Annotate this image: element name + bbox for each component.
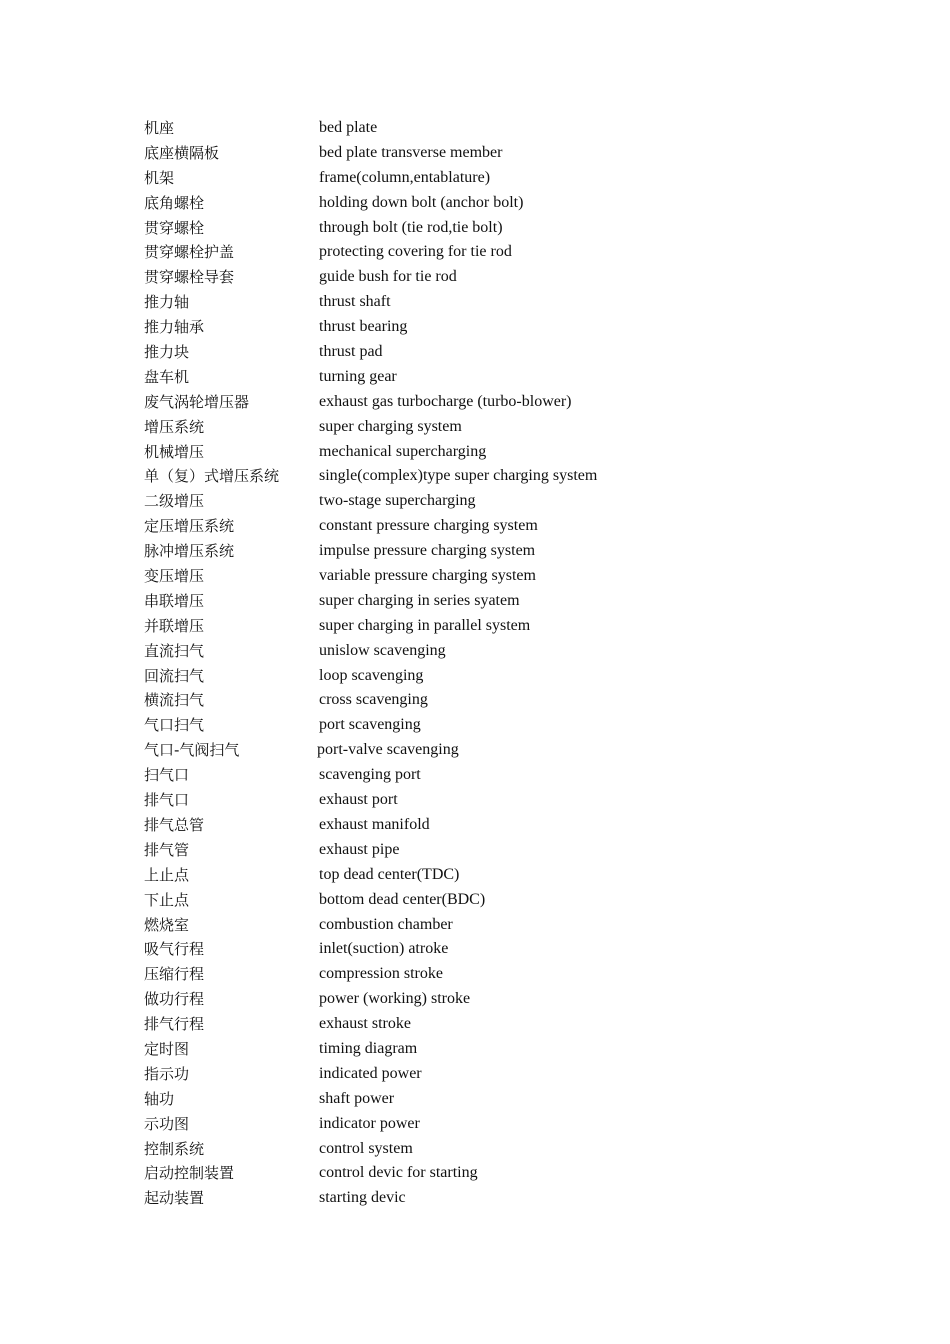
chinese-term: 上止点: [144, 865, 190, 884]
chinese-term: 串联增压: [144, 591, 205, 610]
glossary-list: [144, 116, 844, 1211]
english-term: two-stage supercharging: [319, 492, 476, 510]
chinese-term: 废气涡轮增压器: [144, 392, 250, 411]
glossary-row: [144, 390, 844, 415]
english-term: guide bush for tie rod: [319, 268, 457, 286]
glossary-row: [144, 937, 844, 962]
english-term: super charging in parallel system: [319, 616, 531, 634]
glossary-row: [144, 738, 844, 763]
english-term: top dead center(TDC): [319, 865, 460, 883]
english-term: unislow scavenging: [319, 641, 446, 659]
english-term: single(complex)type super charging system: [319, 467, 598, 485]
glossary-row: [144, 1087, 844, 1112]
chinese-term: 机械增压: [144, 442, 205, 461]
english-term: through bolt (tie rod,tie bolt): [319, 218, 503, 236]
chinese-term: 贯穿螺栓护盖: [144, 243, 235, 262]
chinese-term: 推力块: [144, 343, 190, 362]
chinese-term: 排气行程: [144, 1015, 205, 1034]
glossary-row: [144, 191, 844, 216]
chinese-term: 排气总管: [144, 815, 205, 834]
glossary-row: [144, 664, 844, 689]
english-term: thrust pad: [319, 343, 383, 361]
glossary-row: [144, 1012, 844, 1037]
glossary-row: [144, 290, 844, 315]
chinese-term: 做功行程: [144, 990, 205, 1009]
chinese-term: 直流扫气: [144, 641, 205, 660]
chinese-term: 控制系统: [144, 1139, 205, 1158]
english-term: variable pressure charging system: [319, 567, 536, 585]
glossary-row: [144, 141, 844, 166]
english-term: impulse pressure charging system: [319, 542, 536, 560]
chinese-term: 推力轴承: [144, 318, 205, 337]
glossary-row: [144, 564, 844, 589]
english-term: holding down bolt (anchor bolt): [319, 193, 524, 211]
chinese-term: 启动控制装置: [144, 1164, 235, 1183]
english-term: timing diagram: [319, 1039, 418, 1057]
glossary-row: [144, 763, 844, 788]
english-term: thrust bearing: [319, 318, 408, 336]
english-term: thrust shaft: [319, 293, 391, 311]
chinese-term: 定时图: [144, 1039, 190, 1058]
english-term: bed plate: [319, 119, 378, 136]
english-term: mechanical supercharging: [319, 442, 487, 460]
glossary-row: [144, 315, 844, 340]
chinese-term: 二级增压: [144, 492, 205, 511]
glossary-row: [144, 365, 844, 390]
english-term: exhaust pipe: [319, 840, 400, 858]
chinese-term: 压缩行程: [144, 965, 205, 984]
english-term: combustion chamber: [319, 915, 453, 933]
chinese-term: 轴功: [144, 1089, 175, 1108]
chinese-term: 并联增压: [144, 616, 205, 635]
chinese-term: 贯穿螺栓: [144, 218, 205, 237]
english-term: bed plate transverse member: [319, 143, 503, 161]
english-term: compression stroke: [319, 965, 443, 983]
english-term: starting devic: [319, 1189, 406, 1207]
chinese-term: 定压增压系统: [144, 517, 235, 536]
chinese-term: 燃烧室: [144, 915, 190, 934]
glossary-row: [144, 216, 844, 241]
chinese-term: 底角螺栓: [144, 193, 205, 212]
chinese-term: 单（复）式增压系统: [144, 467, 280, 486]
chinese-term: 增压系统: [144, 417, 205, 436]
chinese-term: 示功图: [144, 1114, 190, 1133]
glossary-row: [144, 1037, 844, 1062]
english-term: constant pressure charging system: [319, 517, 538, 535]
glossary-row: [144, 1112, 844, 1137]
glossary-row: [144, 240, 844, 265]
chinese-term: 底座横隔板: [144, 143, 220, 162]
glossary-row: [144, 788, 844, 813]
english-term: frame(column,entablature): [319, 168, 491, 186]
glossary-row: [144, 1137, 844, 1162]
english-term: exhaust port: [319, 791, 398, 809]
glossary-row: [144, 489, 844, 514]
glossary-row: [144, 1186, 844, 1211]
glossary-row: [144, 813, 844, 838]
english-term: protecting covering for tie rod: [319, 243, 512, 261]
english-term: super charging in series syatem: [319, 591, 520, 609]
chinese-term: 排气口: [144, 791, 190, 810]
chinese-term: 排气管: [144, 840, 190, 859]
glossary-row: [144, 1062, 844, 1087]
glossary-row: [144, 116, 844, 141]
english-term: super charging system: [319, 417, 462, 435]
glossary-row: [144, 539, 844, 564]
english-term: bottom dead center(BDC): [319, 890, 486, 908]
glossary-row: [144, 838, 844, 863]
chinese-term: 起动装置: [144, 1189, 205, 1208]
chinese-term: 吸气行程: [144, 940, 205, 959]
glossary-row: [144, 688, 844, 713]
glossary-row: [144, 265, 844, 290]
english-term: port scavenging: [319, 716, 421, 734]
glossary-row: [144, 340, 844, 365]
chinese-term: 盘车机: [144, 367, 190, 386]
glossary-row: [144, 962, 844, 987]
glossary-row: [144, 1161, 844, 1186]
english-term: power (working) stroke: [319, 990, 471, 1008]
english-term: exhaust stroke: [319, 1015, 411, 1033]
glossary-row: [144, 639, 844, 664]
english-term: indicated power: [319, 1064, 422, 1082]
english-term: control system: [319, 1139, 413, 1157]
glossary-row: [144, 614, 844, 639]
glossary-row: [144, 987, 844, 1012]
english-term: control devic for starting: [319, 1164, 478, 1182]
glossary-row: [144, 166, 844, 191]
glossary-row: [144, 415, 844, 440]
english-term: inlet(suction) atroke: [319, 940, 449, 958]
english-term: exhaust manifold: [319, 815, 430, 833]
glossary-row: [144, 464, 844, 489]
glossary-row: [144, 514, 844, 539]
chinese-term: 下止点: [144, 890, 190, 909]
chinese-term: 机架: [144, 168, 175, 187]
chinese-term: 回流扫气: [144, 666, 205, 685]
chinese-term: 脉冲增压系统: [144, 542, 235, 561]
english-term: loop scavenging: [319, 666, 424, 684]
chinese-term: 贯穿螺栓导套: [144, 268, 235, 287]
chinese-term: 气口扫气: [144, 716, 205, 735]
chinese-term: 变压增压: [144, 567, 205, 586]
chinese-term: 推力轴: [144, 293, 190, 312]
chinese-term: 扫气口: [144, 766, 190, 785]
english-term: exhaust gas turbocharge (turbo-blower): [319, 392, 572, 410]
english-term: shaft power: [319, 1089, 395, 1107]
english-term: cross scavenging: [319, 691, 428, 709]
english-term: scavenging port: [319, 766, 421, 784]
english-term: port-valve scavenging: [317, 741, 459, 759]
glossary-row: [144, 713, 844, 738]
glossary-row: [144, 589, 844, 614]
english-term: indicator power: [319, 1114, 420, 1132]
glossary-row: [144, 863, 844, 888]
glossary-row: [144, 913, 844, 938]
chinese-term: 机座: [144, 119, 175, 137]
chinese-term: 指示功: [144, 1064, 190, 1083]
glossary-row: [144, 888, 844, 913]
glossary-row: [144, 440, 844, 465]
chinese-term: 横流扫气: [144, 691, 205, 710]
english-term: turning gear: [319, 367, 397, 385]
chinese-term: 气口-气阀扫气: [144, 741, 240, 760]
